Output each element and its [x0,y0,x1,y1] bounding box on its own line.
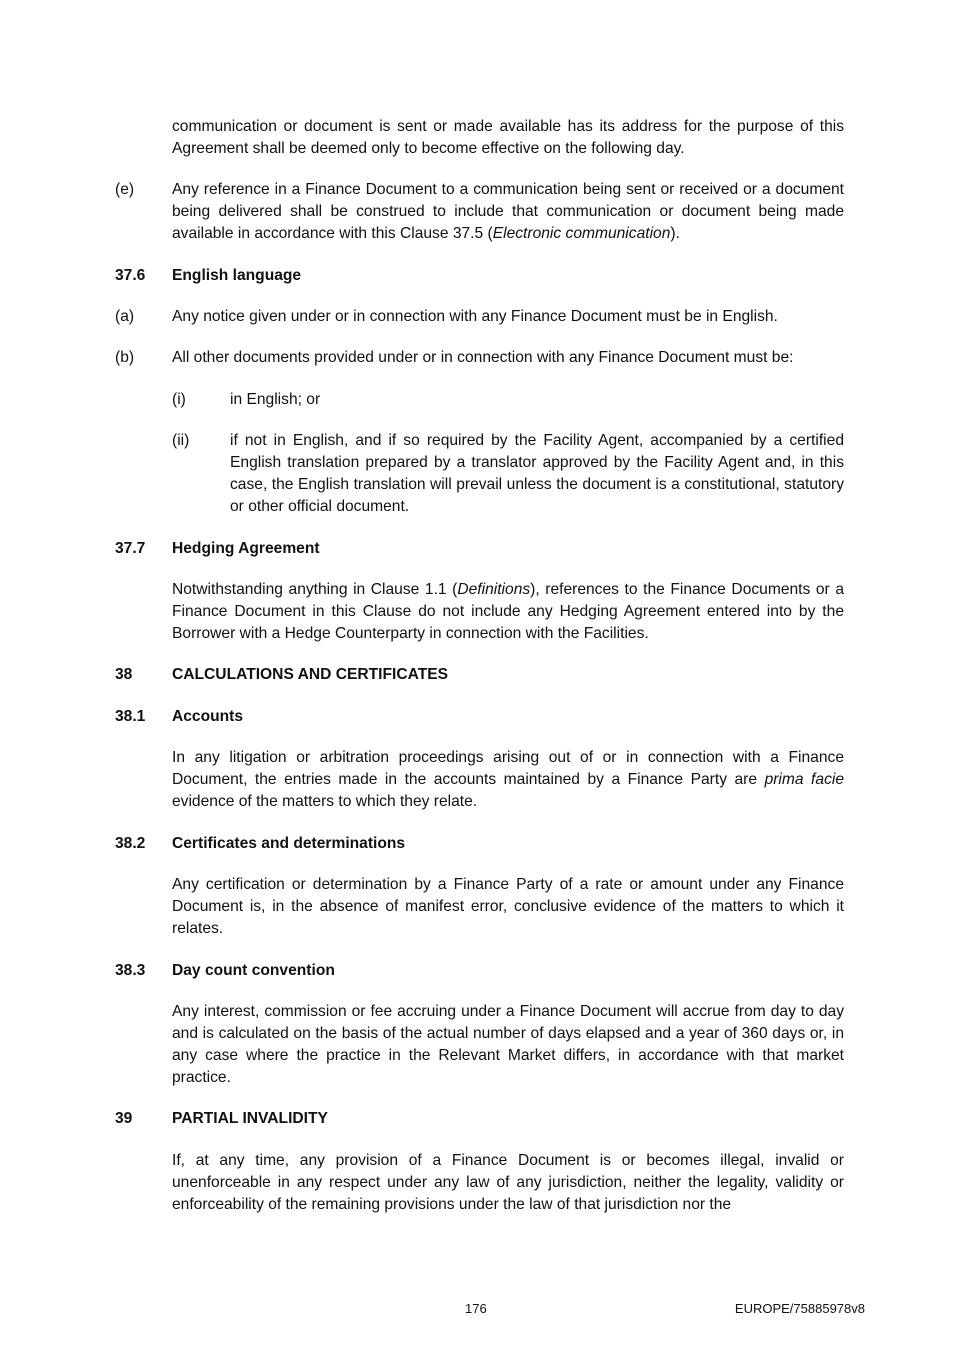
section-38-1-text-end: evidence of the matters to which they relate. [172,793,478,810]
item-e-text [172,179,844,245]
section-38-1-title: Accounts [172,708,244,725]
section-38-1-italic-term: prima facie [764,771,845,788]
section-37-7-text-end: ), references to the Finance Documents or a Finance Document in this Clause do not include any Hedging Agreement entered into by the Borrower with a Hedge Counterparty in connection with the Facilities. [172,581,844,642]
section-38-1-number: 38.1 [115,708,146,725]
section-38-3-title: Day count convention [172,962,335,979]
section-37-6-number: 37.6 [115,267,146,284]
section-39-title: PARTIAL INVALIDITY [172,1110,328,1127]
section-37-7-number: 37.7 [115,540,146,557]
section-38-number: 38 [115,666,133,683]
item-e-label: (e) [115,181,135,198]
item-b-label: (b) [115,349,135,366]
item-e-text-end: ). [670,225,680,242]
section-37-7-text [172,579,844,645]
subitem-ii-label: (ii) [172,432,190,449]
subitem-i-text: in English; or [230,391,321,408]
item-b-text: All other documents provided under or in connection with any Finance Document must be: [172,349,794,366]
subitem-i-label: (i) [172,391,186,408]
section-38-3-number: 38.3 [115,962,146,979]
section-39-text: If, at any time, any provision of a Finance Document is or becomes illegal, invalid or unenforceable in any respect under any law of any jurisdiction, neither the legality, validity or enforceability of the remaining provisions under the law of that jurisdiction nor the [172,1152,844,1213]
subitem-ii-text: if not in English, and if so required by the Facility Agent, accompanied by a certified English translation prepared by a translator approved by the Facility Agent and, in this case, the English translation will prevail unless the document is a constitutional, statutory or other official document. [230,432,844,515]
section-37-7-text-part: Notwithstanding anything in Clause 1.1 ( [172,581,458,598]
section-37-7-title: Hedging Agreement [172,540,320,557]
section-37-7-italic-ref: Definitions [457,581,531,598]
item-a-text: Any notice given under or in connection with any Finance Document must be in English. [172,308,778,325]
section-38-1-text [172,747,844,813]
page-number: 176 [465,1301,487,1316]
section-39-number: 39 [115,1110,133,1127]
item-e-italic-ref: Electronic communication [492,225,671,242]
continued-paragraph: communication or document is sent or made available has its address for the purpose of this Agreement shall be deemed only to become effective on the following day. [172,118,844,157]
section-38-1-text-part: In any litigation or arbitration proceedings arising out of or in connection with a Finance Document, the entries made in the accounts maintained by a Finance Party are [172,749,844,788]
section-38-2-title: Certificates and determinations [172,835,406,852]
item-e-text-part: Any reference in a Finance Document to a communication being sent or received or a document being delivered shall be construed to include that communication or document being made available in accordance with this Clause 37.5 ( [172,181,844,242]
section-38-2-number: 38.2 [115,835,146,852]
document-reference: EUROPE/75885978v8 [734,1301,865,1316]
section-38-2-text: Any certification or determination by a Finance Party of a rate or amount under any Finance Document is, in the absence of manifest error, conclusive evidence of the matters to which it relates. [172,876,844,937]
section-38-title: CALCULATIONS AND CERTIFICATES [172,666,449,683]
item-a-label: (a) [115,308,135,325]
section-37-6-title: English language [172,267,302,284]
section-38-3-text: Any interest, commission or fee accruing under a Finance Document will accrue from day to day and is calculated on the basis of the actual number of days elapsed and a year of 360 days or, in any case where the practice in the Relevant Market differs, in accordance with that market practice. [172,1003,844,1086]
